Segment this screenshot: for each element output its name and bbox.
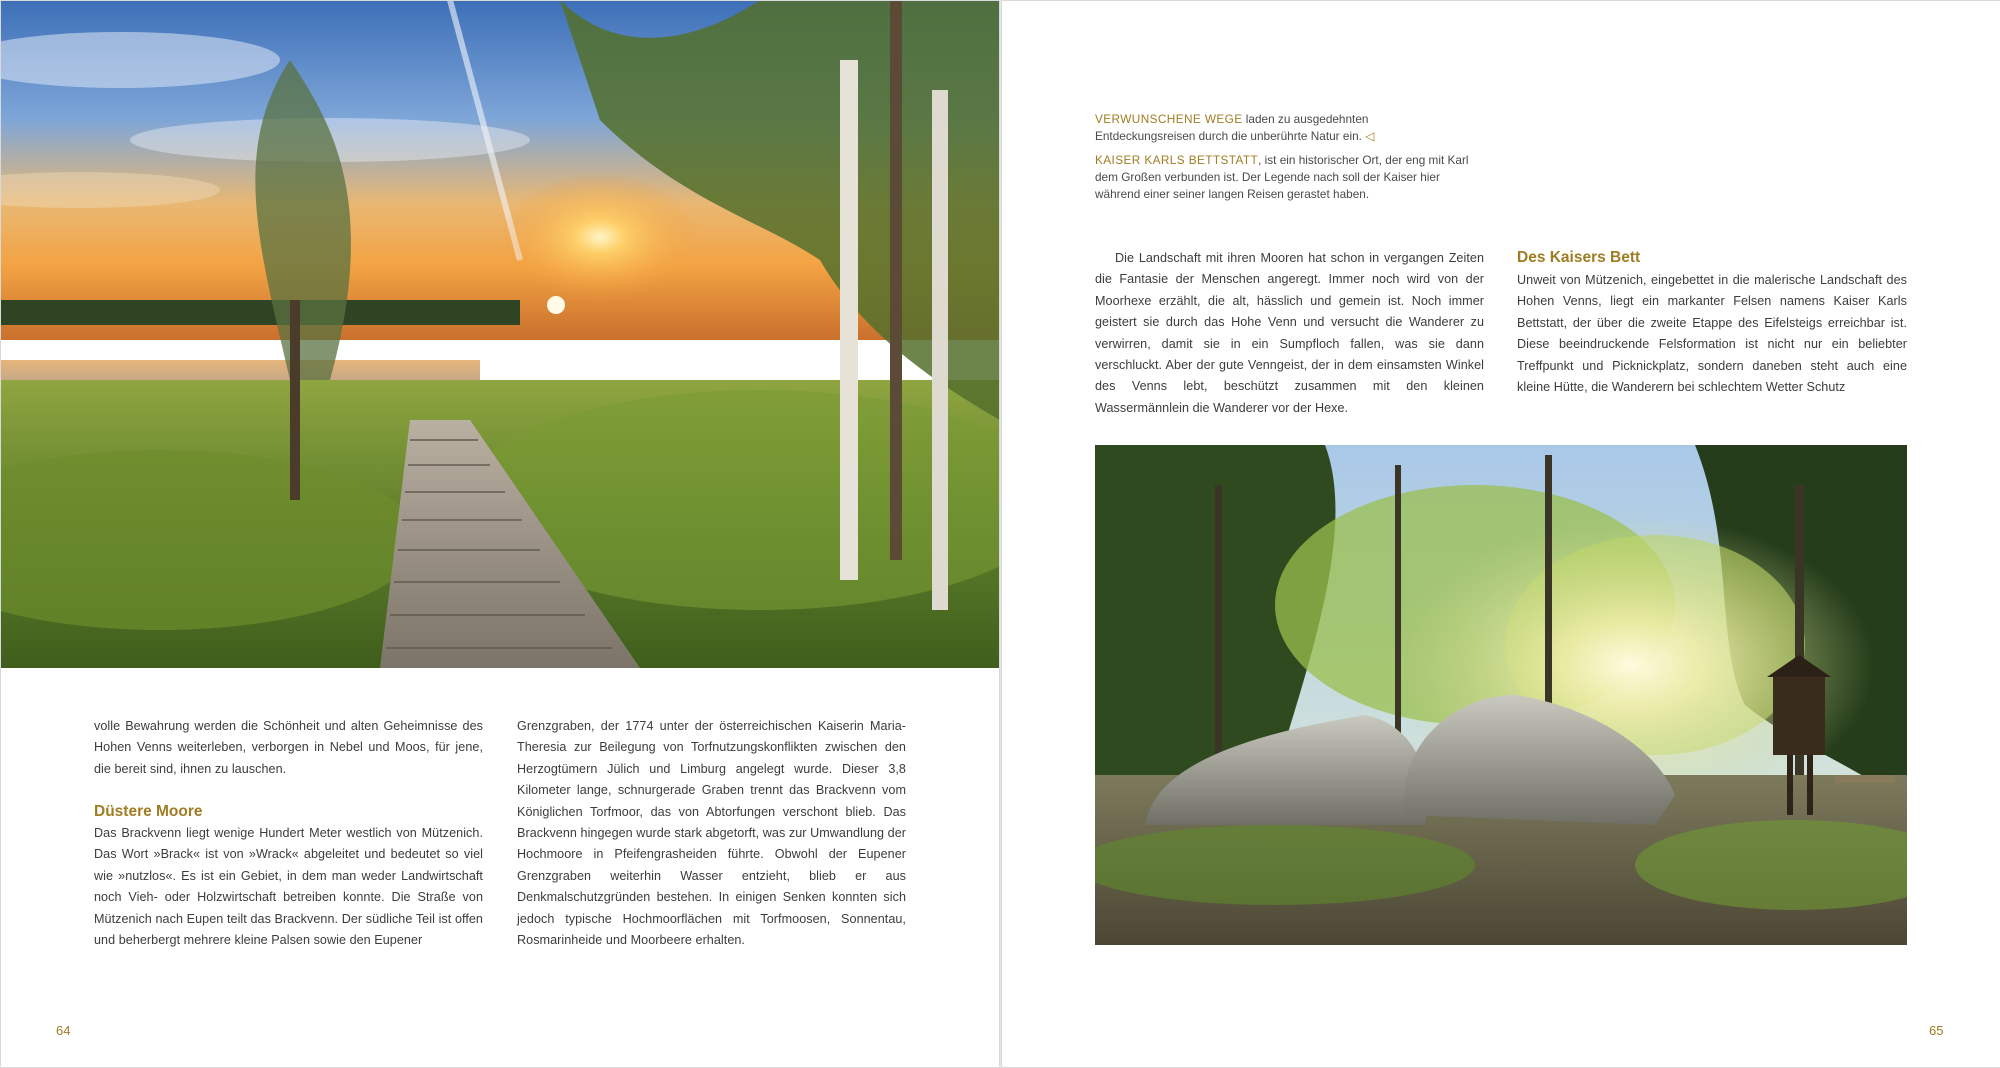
- page-number-right: 65: [1929, 1023, 1944, 1038]
- left-col1-intro: volle Bewahrung werden die Schönheit und alten Geheimnisse des Hohen Venns weiterleben, verborgen in Nebel und Moos, für jene, die bereit sind, ihnen zu lauschen.: [94, 719, 483, 776]
- caption1-lead: VERWUNSCHENE WEGE: [1095, 112, 1243, 126]
- boardwalk-sunset-illustration: [0, 0, 1000, 668]
- left-col2-body: Grenzgraben, der 1774 unter der österreichischen Kaiserin Maria-Theresia zur Beilegung von Torfnutzungskonflikten zwischen den Herzogtümern Jülich und Limburg angelegt wurde. Dieser 3,8 Kilometer lange, schnurgerade Graben trennt das Brackvenn vom Königlichen Torfmoor, das von Abtorfungen verschont blieb. Das Brackvenn hingegen wurde stark abgetorft, was zur Umwandlung der Hochmoore in Pfeifengrasheiden führte. Obwohl der Eupener Grenzgraben weiterhin Wasser entzieht, blieb er aus Denkmalschutzgründen bestehen. In einigen Senken konnten sich jedoch typische Hochmoorflächen mit Torfmoosen, Sonnentau, Rosmarinheide und Moorbeere erhalten.: [517, 719, 906, 948]
- caption-verwunschene-wege: [1095, 111, 1470, 145]
- heading-duestere-moore: Düstere Moore: [94, 803, 203, 820]
- caption2-lead: KAISER KARLS BETTSTATT: [1095, 153, 1259, 167]
- triangle-left-icon: ◁: [1365, 129, 1375, 144]
- forest-rocks-illustration: [1095, 445, 1907, 945]
- boardwalk-sunset-photo: [0, 0, 1000, 668]
- right-col1-body: Die Landschaft mit ihren Mooren hat schon in vergangen Zeiten die Fantasie der Menschen angeregt. Immer noch wird von der Moorhexe erzählt, die alt, hässlich und gemein ist. Noch immer geistert sie durch das Hohe Venn und versucht die Wanderer zu verwirren, damit sie in ein Sumpfloch fallen, was sie dann verschluckt. Aber der gute Venngeist, der in dem einsamsten Winkel des Venns lebt, beschützt zusammen mit den kleinen Wassermännlein die Wanderer vor der Hexe.: [1095, 251, 1484, 415]
- page-number-left: 64: [56, 1023, 71, 1038]
- left-col1-body: Das Brackvenn liegt wenige Hundert Meter westlich von Mützenich. Das Wort »Brack« ist von »Wrack« abgeleitet und bedeutet so viel wie »nutzlos«. Es ist ein Gebiet, in dem man weder Landwirtschaft noch Vieh- oder Holzwirtschaft betreiben konnte. Die Straße von Mützenich nach Eupen teilt das Brackvenn. Der südliche Teil ist offen und beherbergt mehrere kleine Palsen sowie den Eupener: [94, 826, 483, 948]
- right-page: [1000, 0, 2000, 1068]
- caption2-text: , ist ein historischer Ort, der eng mit Karl dem Großen verbunden ist. Der Legende nach soll der Kaiser hier während einer seiner langen Reisen gerastet haben.: [1095, 153, 1469, 202]
- forest-rocks-photo: [1095, 445, 1907, 945]
- caption1-text: laden zu ausgedehnten Entdeckungsreisen durch die unberührte Natur ein.: [1095, 112, 1369, 144]
- right-col2-body: Unweit von Mützenich, eingebettet in die malerische Landschaft des Hohen Venns, liegt ein markanter Felsen namens Kaiser Karls Bettstatt, der über die zweite Etappe des Eifelsteigs erreichbar ist. Diese beeindruckende Felsformation ist nicht nur ein beliebter Treffpunkt und Picknickplatz, sondern daneben steht auch eine kleine Hütte, die Wanderern bei schlechtem Wetter Schutz: [1517, 273, 1907, 395]
- heading-des-kaisers-bett: Des Kaisers Bett: [1517, 249, 1641, 266]
- caption-kaiser-karls-bettstatt: [1095, 152, 1470, 204]
